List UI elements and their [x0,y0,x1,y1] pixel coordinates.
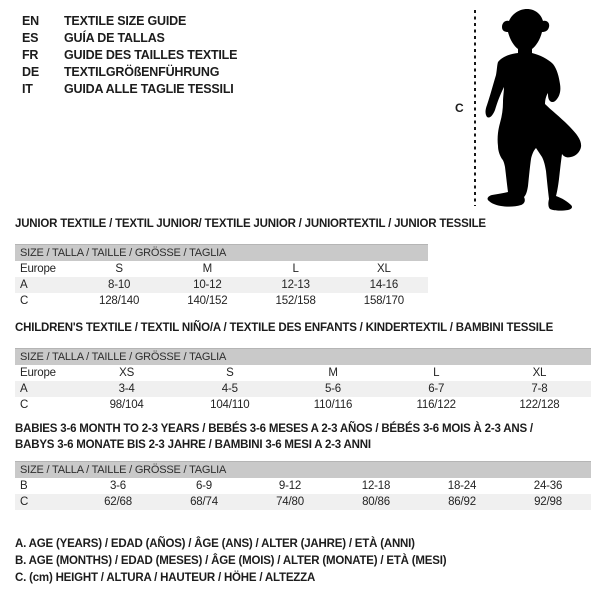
table-cell: 18-24 [447,480,477,492]
table-cell: 74/80 [276,496,304,508]
table-cell: XL [532,367,547,379]
table-cell: XS [119,367,135,379]
table-row [15,261,428,277]
language-row [22,13,237,30]
table-row [15,293,428,309]
table-row [15,494,591,510]
section-title-line: CHILDREN'S TEXTILE / TEXTIL NIÑO/A / TEXTILE DES ENFANTS / KINDERTEXTIL / BAMBINI TESSILE [15,322,554,334]
table-cell: 122/128 [519,399,560,411]
table-cell: 86/92 [448,496,476,508]
language-code: ES [22,31,39,45]
table-cell: 8-10 [108,279,131,291]
table-cell: 7-8 [531,383,548,395]
table-row [15,478,591,494]
height-dotted-line [474,10,476,206]
language-row [22,47,237,64]
table-cell: 9-12 [278,480,302,492]
section-title [15,216,486,232]
section-title-line: JUNIOR TEXTILE / TEXTIL JUNIOR/ TEXTILE JUNIOR / JUNIORTEXTIL / JUNIOR TESSILE [15,218,486,230]
table-cell: 116/122 [416,399,456,411]
table-cell: 140/152 [187,295,228,307]
table-cell: 6-9 [195,480,213,492]
table-cell: 24-36 [533,480,563,492]
table-cell: M [202,263,213,275]
table-cell: 5-6 [324,383,342,395]
size-guide-section [15,216,486,309]
language-code: IT [22,82,33,96]
table-row [15,397,591,413]
table-cell: 68/74 [190,496,218,508]
table-cell: 92/98 [534,496,562,508]
height-measure-label: C [455,101,464,115]
section-title-line: BABYS 3-6 MONATE BIS 2-3 JAHRE / BAMBINI 3-6 MESI A 2-3 ANNI [15,439,371,451]
language-label: GUIDA ALLE TAGLIE TESSILI [64,82,234,96]
table-cell: 12-18 [361,480,391,492]
row-label: C [20,496,29,508]
table-cell: S [115,263,123,275]
language-code: FR [22,48,39,62]
table-cell: 128/140 [99,295,140,307]
table-cell: 104/110 [210,399,250,411]
language-label: TEXTILGRÖßENFÜHRUNG [64,65,220,79]
footnote-line: C. (cm) HEIGHT / ALTURA / HAUTEUR / HÖHE / ALTEZZA [15,572,316,584]
language-row [22,64,237,81]
section-title-line: BABIES 3-6 MONTH TO 2-3 YEARS / BEBÉS 3-6 MESES A 2-3 AÑOS / BÉBÉS 3-6 MOIS À 2-3 ANS / [15,423,533,435]
row-label: Europe [20,263,56,275]
table-cell: 4-5 [221,383,238,395]
row-label: C [20,295,29,307]
row-label: C [20,399,29,411]
language-code: EN [22,14,39,28]
section-title [15,421,591,453]
row-label: A [20,279,28,291]
row-label: A [20,383,28,395]
table-cell: M [328,367,338,379]
table-cell: XL [377,263,391,275]
table-cell: 158/170 [363,295,404,307]
footnote-line: A. AGE (YEARS) / EDAD (AÑOS) / ÂGE (ANS) / ALTER (JAHRE) / ETÀ (ANNI) [15,538,415,550]
language-code: DE [22,65,39,79]
table-cell: 80/86 [362,496,390,508]
row-label: Europe [20,367,56,379]
size-header-bar: SIZE / TALLA / TAILLE / GRÖSSE / TAGLIA [15,348,591,365]
table-cell: L [292,263,299,275]
table-row [15,365,591,381]
table-cell: 3-6 [109,480,127,492]
table-cell: 6-7 [428,383,445,395]
footnotes [15,536,446,587]
size-guide-section [15,320,591,413]
footnote-line: B. AGE (MONTHS) / EDAD (MESES) / ÂGE (MOIS) / ALTER (MONATE) / ETÀ (MESI) [15,555,447,567]
table-cell: 152/158 [275,295,316,307]
table-cell: 3-4 [118,383,135,395]
table-cell: 12-13 [281,279,310,291]
language-row [22,81,237,98]
row-label: B [20,480,28,492]
table-cell: 110/116 [313,399,353,411]
language-list [22,13,237,98]
baby-silhouette [478,5,588,215]
language-row [22,30,237,47]
size-guide-section [15,421,591,510]
section-title [15,320,591,336]
language-label: GUIDE DES TAILLES TEXTILE [64,48,238,62]
table-row [15,277,428,293]
table-cell: L [433,367,440,379]
language-label: TEXTILE SIZE GUIDE [64,14,187,28]
table-cell: 14-16 [369,279,399,291]
language-label: GUÍA DE TALLAS [64,31,165,45]
size-header-bar: SIZE / TALLA / TAILLE / GRÖSSE / TAGLIA [15,461,591,478]
table-cell: 62/68 [104,496,132,508]
table-row [15,381,591,397]
table-cell: 10-12 [193,279,222,291]
table-cell: 98/104 [109,399,144,411]
size-header-bar: SIZE / TALLA / TAILLE / GRÖSSE / TAGLIA [15,244,428,261]
table-cell: S [226,367,234,379]
